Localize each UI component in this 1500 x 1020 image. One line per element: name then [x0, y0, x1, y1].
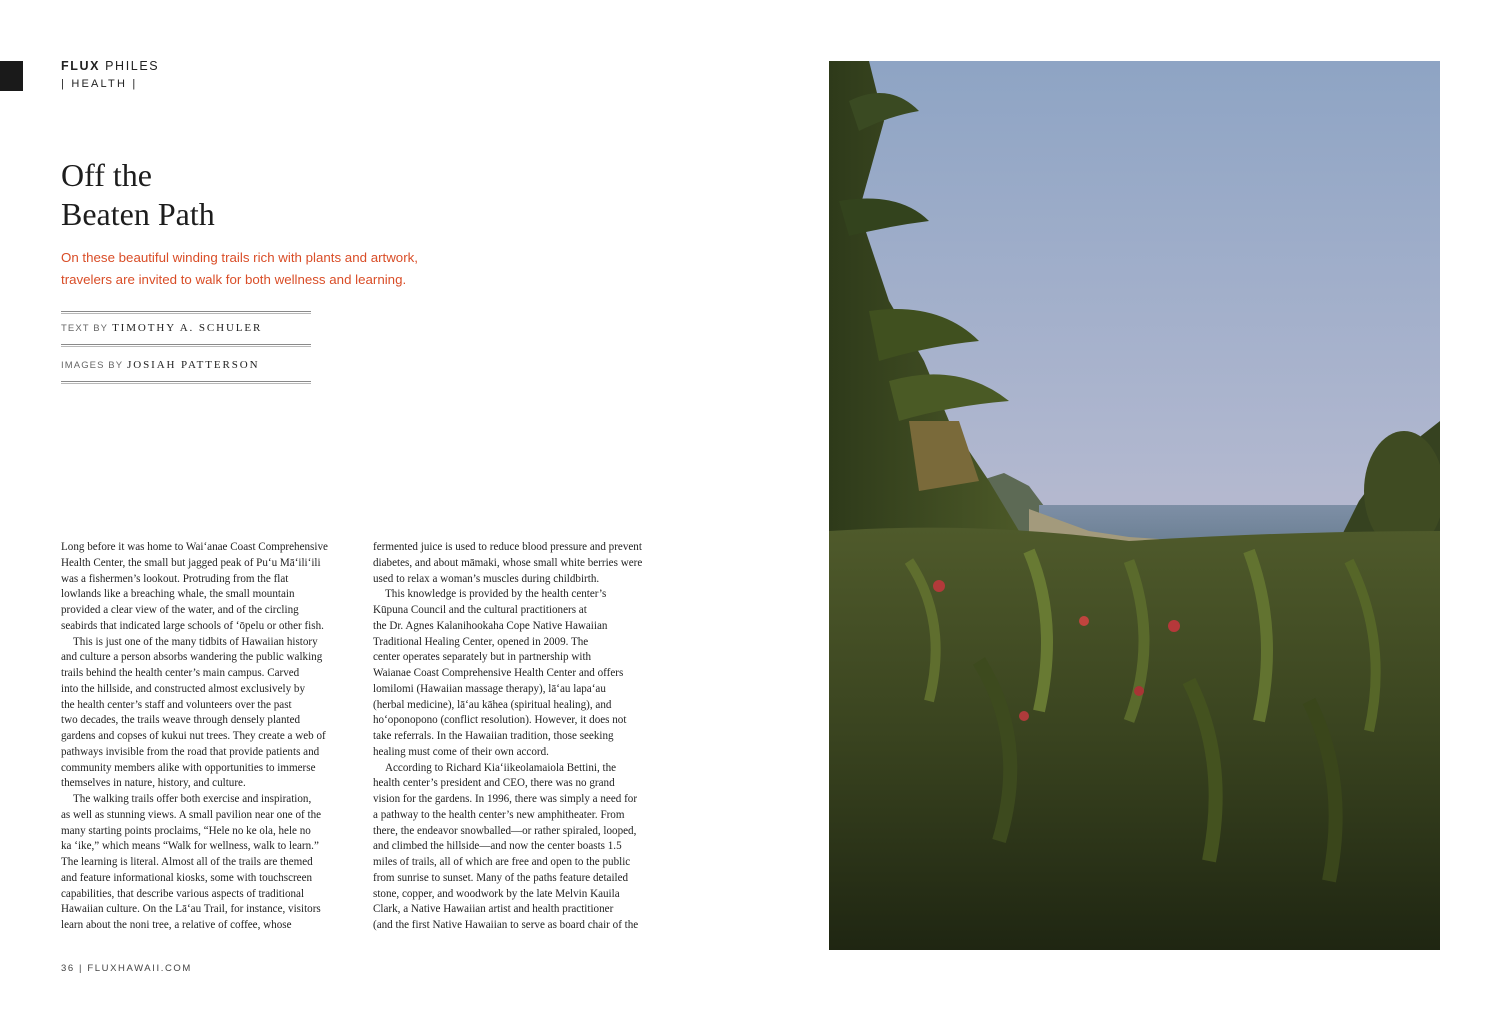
page-folio [61, 963, 192, 974]
body-line: This knowledge is provided by the health center’s [385, 588, 607, 601]
headline-line-1: Off the [61, 157, 152, 193]
body-line: vision for the gardens. In 1996, there was simply a need for [373, 793, 638, 805]
body-line: Traditional Healing Center, opened in 2009. The [373, 635, 589, 648]
body-line: the Dr. Agnes Kalanihookaha Cope Native Hawaiian [373, 619, 608, 632]
body-line: healing must come of their own accord. [373, 745, 549, 758]
body-line: provided a clear view of the water, and of the circling [61, 604, 299, 616]
body-line: themselves in nature, history, and culture. [61, 777, 246, 790]
article-headline [61, 156, 481, 234]
red-ginger-flower [1134, 686, 1144, 696]
dek-line-1: On these beautiful winding trails rich with plants and artwork, [61, 250, 418, 265]
body-line: lomilomi (Hawaiian massage therapy), lā‘au lapa‘au [373, 682, 606, 695]
body-line: diabetes, and about māmaki, whose small white berries were [373, 556, 643, 569]
body-line: This is just one of the many tidbits of Hawaiian history [73, 635, 318, 648]
red-ginger-flower [1019, 711, 1029, 721]
body-line: miles of trails, all of which are free and open to the public [373, 856, 631, 868]
folio-separator: | [79, 963, 84, 974]
body-line: The walking trails offer both exercise and inspiration, [73, 793, 312, 805]
body-line: health center’s president and CEO, there was no grand [373, 777, 615, 790]
red-ginger-flower [1168, 620, 1180, 632]
body-line: According to Richard Kia‘iikeolamaiola Bettini, the [385, 761, 617, 774]
brand-philes: PHILES [105, 59, 160, 73]
body-line: two decades, the trails weave through densely planted [61, 714, 301, 727]
text-credit-label: TEXT BY [61, 323, 109, 334]
headline-line-2: Beaten Path [61, 196, 215, 232]
body-line: Hawaiian culture. On the Lā‘au Trail, for instance, visitors [61, 903, 321, 916]
body-line: Long before it was home to Wai‘anae Coast Comprehensive [61, 541, 328, 553]
body-column-1 [61, 540, 361, 934]
body-line: Waianae Coast Comprehensive Health Center and offers [373, 667, 624, 679]
body-line: stone, copper, and woodwork by the late Melvin Kauila [373, 887, 620, 900]
body-line: from sunrise to sunset. Many of the paths feature detailed [373, 871, 629, 884]
body-line: learn about the noni tree, a relative of coffee, whose [61, 919, 292, 931]
body-line: The learning is literal. Almost all of the trails are themed [61, 856, 313, 868]
body-line: fermented juice is used to reduce blood pressure and prevent [373, 541, 642, 553]
section-category: | HEALTH | [61, 78, 138, 90]
text-credit-name: TIMOTHY A. SCHULER [112, 322, 263, 334]
body-line: there, the endeavor snowballed—or rather spiraled, looped, [373, 824, 637, 837]
body-line: ho‘oponopono (conflict resolution). However, it does not [373, 714, 627, 727]
body-line: capabilities, that describe various aspects of traditional [61, 887, 305, 900]
body-line: the health center’s staff and volunteers over the past [61, 698, 292, 711]
body-line: (and the first Native Hawaiian to serve as board chair of the [373, 919, 639, 931]
body-line: center operates separately but in partnership with [373, 651, 592, 664]
page-number: 36 [61, 963, 75, 974]
body-line: take referrals. In the Hawaiian tradition, those seeking [373, 730, 614, 742]
body-column-2 [373, 540, 673, 934]
red-ginger-flower [1079, 616, 1089, 626]
body-line: (herbal medicine), lā‘au kāhea (spiritual healing), and [373, 698, 612, 711]
body-line: and feature informational kiosks, some with touchscreen [61, 871, 313, 884]
body-line: was a fishermen’s lookout. Protruding from the flat [61, 572, 289, 585]
body-line: used to relax a woman’s muscles during childbirth. [373, 572, 600, 585]
body-line: and culture a person absorbs wandering the public walking [61, 651, 323, 664]
body-line: Clark, a Native Hawaiian artist and health practitioner [373, 903, 614, 916]
body-line: into the hillside, and constructed almost exclusively by [61, 682, 306, 695]
credit-divider-bottom [61, 381, 311, 384]
section-brand [61, 59, 159, 74]
body-line: gardens and copses of kukui nut trees. They create a web of [61, 730, 326, 742]
images-credit-label: IMAGES BY [61, 360, 124, 371]
images-credit-name: JOSIAH PATTERSON [127, 359, 260, 371]
text-credit [61, 322, 262, 334]
garden-photo-illustration [829, 61, 1440, 950]
dek-line-2: travelers are invited to walk for both wellness and learning. [61, 272, 407, 287]
credit-divider-middle [61, 344, 311, 347]
body-line: as well as stunning views. A small pavilion near one of the [61, 808, 322, 821]
body-line: community members alike with opportunities to immerse [61, 761, 316, 774]
folio-site: FLUXHAWAII.COM [87, 963, 192, 974]
article-dek [61, 247, 461, 291]
body-line: Kūpuna Council and the cultural practitioners at [373, 604, 587, 616]
body-line: many starting points proclaims, “Hele no ke ola, hele no [61, 824, 311, 837]
images-credit [61, 359, 260, 371]
body-line: lowlands like a breaching whale, the small mountain [61, 588, 295, 601]
brand-flux: FLUX [61, 59, 101, 73]
body-line: seabirds that indicated large schools of ‘ōpelu or other fish. [61, 619, 324, 632]
feature-photo [829, 61, 1440, 950]
section-tab-marker [0, 61, 23, 91]
body-line: trails behind the health center’s main campus. Carved [61, 667, 300, 679]
red-ginger-flower [933, 580, 945, 592]
body-line: pathways invisible from the road that provide patients and [61, 745, 320, 758]
credit-divider-top [61, 311, 311, 314]
body-line: ka ‘ike,” which means “Walk for wellness, walk to learn.” [61, 840, 319, 853]
body-line: a pathway to the health center’s new amphitheater. From [373, 808, 625, 821]
section-header [61, 59, 159, 92]
body-line: Health Center, the small but jagged peak of Pu‘u Mā‘ili‘ili [61, 556, 321, 569]
body-line: and climbed the hillside—and now the center boasts 1.5 [373, 840, 622, 853]
